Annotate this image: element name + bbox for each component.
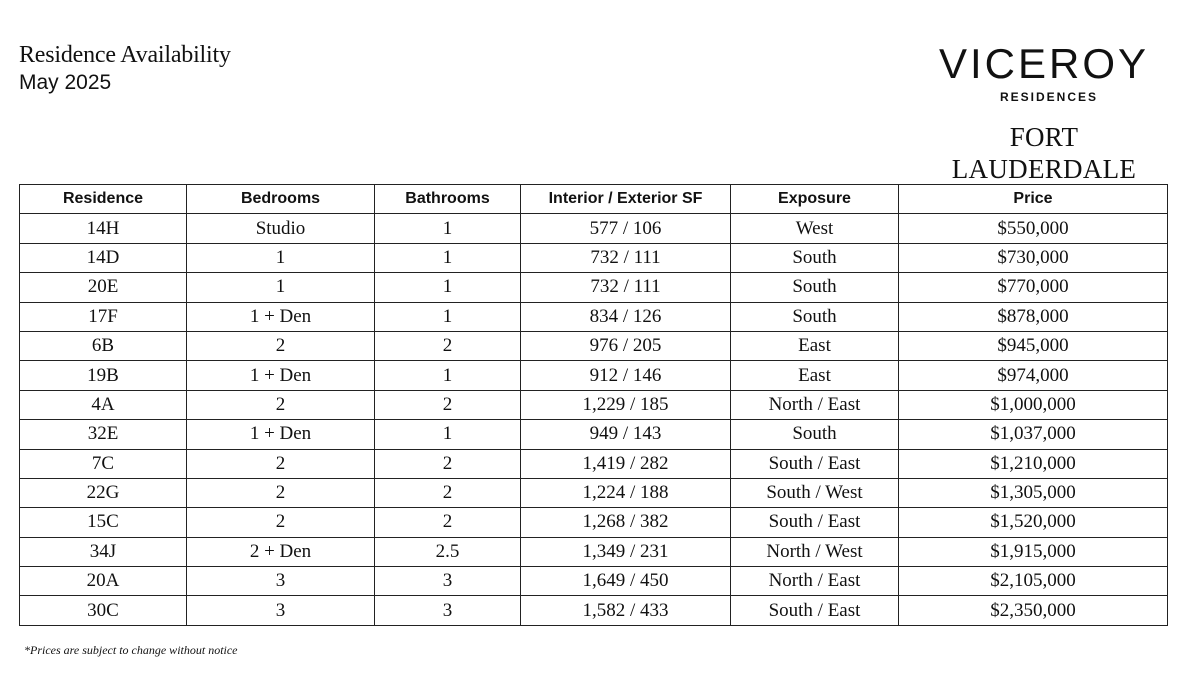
table-row xyxy=(20,478,1168,507)
table-row xyxy=(20,302,1168,331)
price-cell: $945,000 xyxy=(899,331,1168,360)
exposure-cell: North / West xyxy=(731,537,899,566)
brand-logo xyxy=(912,40,1172,185)
square-feet-cell: 732 / 111 xyxy=(521,273,731,302)
square-feet-cell: 1,419 / 282 xyxy=(521,449,731,478)
column-header-residence: Residence xyxy=(20,185,187,214)
price-cell: $1,037,000 xyxy=(899,420,1168,449)
page-title: Residence Availability xyxy=(19,42,231,68)
exposure-cell: West xyxy=(731,214,899,243)
bedrooms-cell: 2 + Den xyxy=(187,537,375,566)
residence-cell: 32E xyxy=(20,420,187,449)
bathrooms-cell: 3 xyxy=(375,567,521,596)
square-feet-cell: 577 / 106 xyxy=(521,214,731,243)
residence-cell: 19B xyxy=(20,361,187,390)
residence-cell: 34J xyxy=(20,537,187,566)
exposure-cell: North / East xyxy=(731,567,899,596)
residence-cell: 6B xyxy=(20,331,187,360)
exposure-cell: South / East xyxy=(731,596,899,625)
exposure-cell: South / East xyxy=(731,449,899,478)
exposure-cell: South xyxy=(731,243,899,272)
square-feet-cell: 1,349 / 231 xyxy=(521,537,731,566)
table-row xyxy=(20,537,1168,566)
square-feet-cell: 1,582 / 433 xyxy=(521,596,731,625)
bedrooms-cell: 2 xyxy=(187,331,375,360)
bathrooms-cell: 3 xyxy=(375,596,521,625)
price-cell: $974,000 xyxy=(899,361,1168,390)
column-header-bathrooms: Bathrooms xyxy=(375,185,521,214)
price-cell: $1,000,000 xyxy=(899,390,1168,419)
exposure-cell: South xyxy=(731,273,899,302)
price-cell: $1,915,000 xyxy=(899,537,1168,566)
bedrooms-cell: 3 xyxy=(187,567,375,596)
price-cell: $730,000 xyxy=(899,243,1168,272)
bedrooms-cell: 1 + Den xyxy=(187,361,375,390)
bedrooms-cell: 2 xyxy=(187,449,375,478)
exposure-cell: South / East xyxy=(731,508,899,537)
square-feet-cell: 976 / 205 xyxy=(521,331,731,360)
bedrooms-cell: 1 xyxy=(187,243,375,272)
table-row xyxy=(20,390,1168,419)
page-subtitle-date: May 2025 xyxy=(19,71,112,94)
residence-cell: 14H xyxy=(20,214,187,243)
bedrooms-cell: 1 xyxy=(187,273,375,302)
column-header-exposure: Exposure xyxy=(731,185,899,214)
bathrooms-cell: 1 xyxy=(375,302,521,331)
table-row xyxy=(20,508,1168,537)
bathrooms-cell: 2 xyxy=(375,390,521,419)
exposure-cell: East xyxy=(731,361,899,390)
bathrooms-cell: 1 xyxy=(375,273,521,302)
bathrooms-cell: 2 xyxy=(375,449,521,478)
table-row xyxy=(20,273,1168,302)
square-feet-cell: 1,224 / 188 xyxy=(521,478,731,507)
price-cell: $1,210,000 xyxy=(899,449,1168,478)
bedrooms-cell: 2 xyxy=(187,478,375,507)
table-row xyxy=(20,596,1168,625)
residence-cell: 7C xyxy=(20,449,187,478)
bedrooms-cell: 1 + Den xyxy=(187,420,375,449)
square-feet-cell: 732 / 111 xyxy=(521,243,731,272)
table-header-row xyxy=(20,185,1168,214)
column-header-price: Price xyxy=(899,185,1168,214)
table-row xyxy=(20,361,1168,390)
bathrooms-cell: 2 xyxy=(375,508,521,537)
bedrooms-cell: 1 + Den xyxy=(187,302,375,331)
price-cell: $1,520,000 xyxy=(899,508,1168,537)
table-row xyxy=(20,331,1168,360)
price-cell: $770,000 xyxy=(899,273,1168,302)
bedrooms-cell: 3 xyxy=(187,596,375,625)
square-feet-cell: 1,649 / 450 xyxy=(521,567,731,596)
residence-cell: 17F xyxy=(20,302,187,331)
bathrooms-cell: 1 xyxy=(375,420,521,449)
brand-city: FORT LAUDERDALE xyxy=(951,122,1137,184)
bathrooms-cell: 1 xyxy=(375,243,521,272)
residence-cell: 30C xyxy=(20,596,187,625)
bathrooms-cell: 2 xyxy=(375,478,521,507)
brand-name: VICEROY xyxy=(938,40,1150,87)
bathrooms-cell: 2 xyxy=(375,331,521,360)
square-feet-cell: 949 / 143 xyxy=(521,420,731,449)
bedrooms-cell: Studio xyxy=(187,214,375,243)
bedrooms-cell: 2 xyxy=(187,508,375,537)
price-cell: $1,305,000 xyxy=(899,478,1168,507)
bathrooms-cell: 2.5 xyxy=(375,537,521,566)
exposure-cell: North / East xyxy=(731,390,899,419)
column-header-square-feet: Interior / Exterior SF xyxy=(521,185,731,214)
price-cell: $2,350,000 xyxy=(899,596,1168,625)
price-cell: $2,105,000 xyxy=(899,567,1168,596)
price-cell: $878,000 xyxy=(899,302,1168,331)
column-header-bedrooms: Bedrooms xyxy=(187,185,375,214)
exposure-cell: South xyxy=(731,302,899,331)
table-row xyxy=(20,449,1168,478)
availability-table xyxy=(19,184,1168,626)
square-feet-cell: 1,229 / 185 xyxy=(521,390,731,419)
residence-cell: 20A xyxy=(20,567,187,596)
brand-subtitle: RESIDENCES xyxy=(999,90,1099,104)
exposure-cell: South / West xyxy=(731,478,899,507)
price-cell: $550,000 xyxy=(899,214,1168,243)
exposure-cell: South xyxy=(731,420,899,449)
bathrooms-cell: 1 xyxy=(375,361,521,390)
residence-cell: 14D xyxy=(20,243,187,272)
bedrooms-cell: 2 xyxy=(187,390,375,419)
exposure-cell: East xyxy=(731,331,899,360)
table-row xyxy=(20,243,1168,272)
residence-cell: 15C xyxy=(20,508,187,537)
table-row xyxy=(20,214,1168,243)
square-feet-cell: 834 / 126 xyxy=(521,302,731,331)
bathrooms-cell: 1 xyxy=(375,214,521,243)
square-feet-cell: 912 / 146 xyxy=(521,361,731,390)
residence-cell: 20E xyxy=(20,273,187,302)
table-row xyxy=(20,567,1168,596)
square-feet-cell: 1,268 / 382 xyxy=(521,508,731,537)
residence-cell: 4A xyxy=(20,390,187,419)
residence-cell: 22G xyxy=(20,478,187,507)
footnote: *Prices are subject to change without notice xyxy=(24,643,238,657)
table-row xyxy=(20,420,1168,449)
